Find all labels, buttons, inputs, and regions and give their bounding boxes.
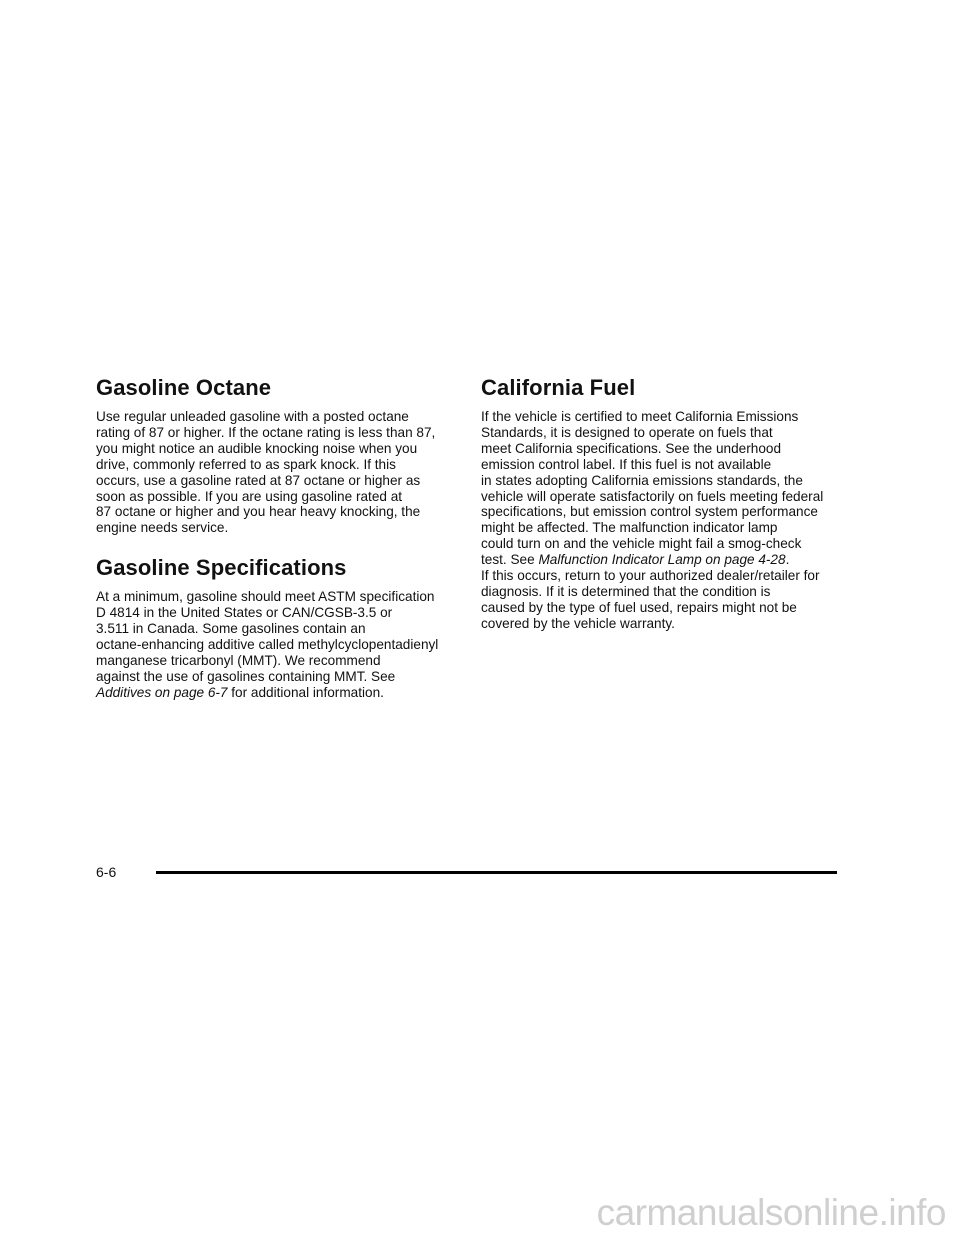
gasoline-specifications-heading: Gasoline Specifications bbox=[96, 555, 347, 581]
gasoline-specifications-text-end: for additional information. bbox=[227, 684, 384, 700]
california-fuel-heading: California Fuel bbox=[481, 375, 636, 400]
page-number: 6-6 bbox=[96, 864, 117, 880]
california-fuel-text: If the vehicle is certified to meet California Emissions Standards, it is designed to operate on fuels that meet California specifications. See the underhood emission control label. If this fuel is not available in states adopting California emissions standards, the vehicle will operate satisfactorily on fuels meeting federal specifications, but emission control system performance might be affected. The malfunction indicator lamp could turn on and the vehicle might fail a smog-check test. See bbox=[481, 409, 824, 568]
gasoline-octane-paragraph: Use regular unleaded gasoline with a posted octane rating of 87 or higher. If the octane rating is less than 87, you might notice an audible knocking noise when you drive, commonly referred to as spark knock. If this occurs, use a gasoline rated at 87 octane or higher as soon as possible. If you are using gasoline rated at 87 octane or higher and you hear heavy knocking, the engine needs service. bbox=[96, 409, 436, 536]
gasoline-specifications-text: At a minimum, gasoline should meet ASTM specification D 4814 in the United States or CAN/CGSB-3.5 or 3.511 in Canada. Some gasolines contain an octane-enhancing additive called methylcyclopentadienyl manganese tricarbonyl (MMT). We recommend against the use of gasolines containing MMT. See bbox=[96, 589, 439, 684]
gasoline-octane-heading: Gasoline Octane bbox=[96, 375, 272, 400]
gasoline-specifications-paragraph bbox=[96, 589, 468, 700]
california-fuel-paragraph bbox=[481, 409, 853, 632]
malfunction-lamp-reference-link[interactable]: Malfunction Indicator Lamp on page 4-28 bbox=[538, 552, 786, 568]
left-column bbox=[96, 375, 468, 701]
footer-rule bbox=[156, 871, 837, 874]
additives-reference-link[interactable]: Additives on page 6-7 bbox=[96, 684, 228, 700]
right-column bbox=[481, 375, 853, 632]
watermark-text: carmanualsonline.info bbox=[596, 1192, 946, 1233]
california-fuel-text-end: . If this occurs, return to your authorized dealer/retailer for diagnosis. If it is determined that the condition is caused by the type of fuel used, repairs might not be covered by the vehicle warranty. bbox=[481, 552, 820, 631]
